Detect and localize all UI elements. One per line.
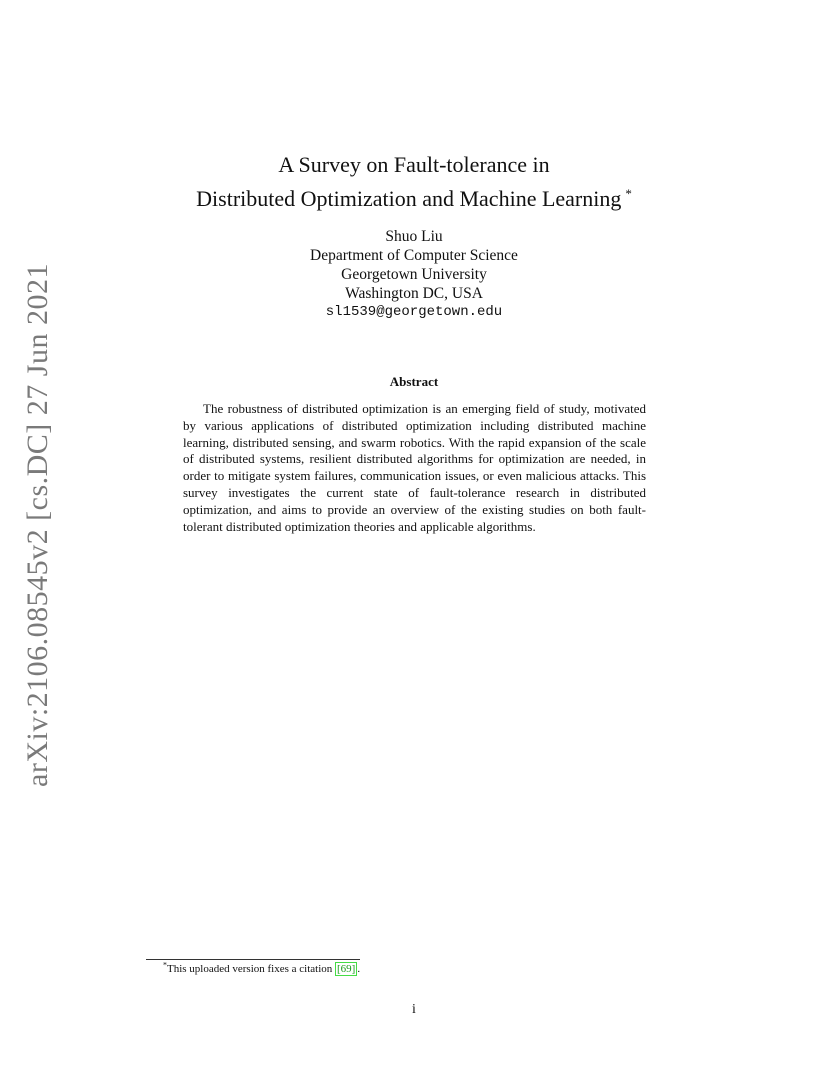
author-name: Shuo Liu [385,228,443,245]
page-number: i [412,1002,416,1017]
title-line-2-text: Distributed Optimization and Machine Learning [196,186,622,211]
author-block [0,227,828,322]
footnote-divider [146,959,360,960]
title-line-1: A Survey on Fault-tolerance in [278,152,550,177]
footnote-suffix: . [357,963,361,975]
author-location: Washington DC, USA [345,285,483,302]
abstract-heading: Abstract [389,374,439,389]
title-footnote-mark[interactable]: * [625,185,632,201]
author-university: Georgetown University [341,266,487,283]
title-line-2 [0,182,828,216]
footnote [163,960,361,975]
author-department: Department of Computer Science [310,247,518,264]
arxiv-identifier: arXiv:2106.08545v2 [cs.DC] 27 Jun 2021 [21,263,54,787]
paper-title [0,148,828,216]
citation-link[interactable]: [69] [337,963,356,975]
abstract-text: The robustness of distributed optimization is an emerging field of study, motivated by various applications of distributed optimization including distributed machine learning, distributed sensing, and swarm robotics. With the rapid expansion of the scale of distributed systems, resilient distributed algorithms for optimization are needed, in order to mitigate system failures, communication issues, or even malicious attacks. This survey investigates the current state of fault-tolerance research in distributed optimization, and aims to provide an overview of the existing studies on both fault-tolerant distributed optimization theories and applicable algorithms. [183,401,646,534]
footnote-mark: * [163,960,167,970]
author-email[interactable]: sl1539@georgetown.edu [325,304,503,320]
footnote-text: This uploaded version fixes a citation [167,963,336,975]
